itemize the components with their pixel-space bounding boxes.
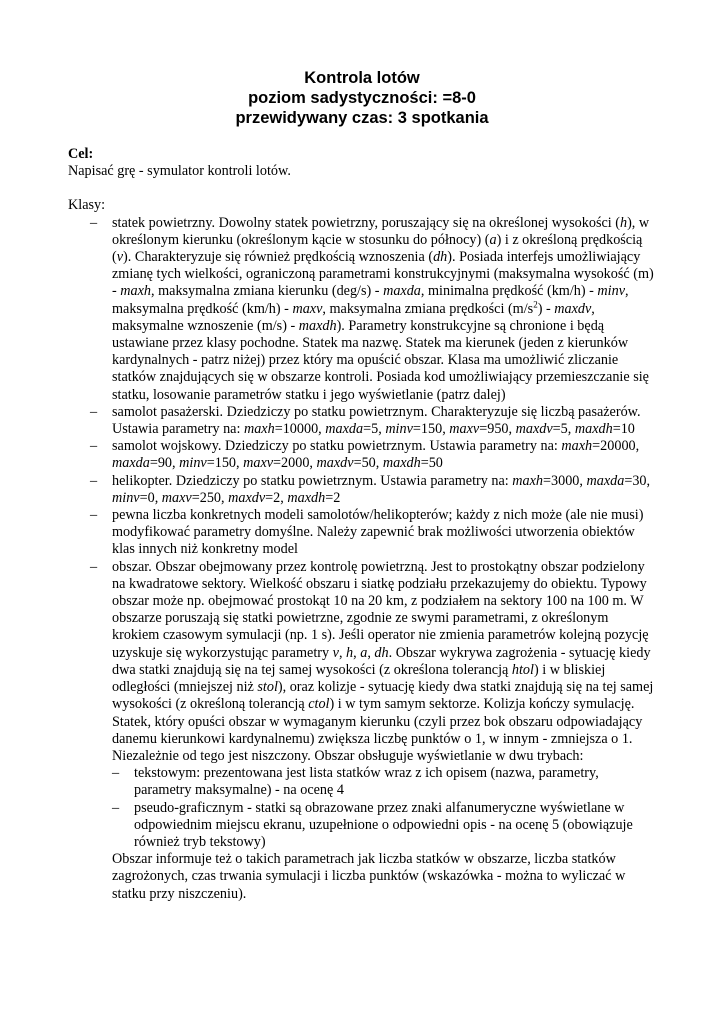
list-bullet-dash: – bbox=[90, 214, 98, 231]
class-list-item bbox=[68, 507, 658, 559]
list-bullet-dash: – bbox=[90, 472, 98, 489]
display-mode-item bbox=[112, 800, 658, 852]
class-item-text: samolot pasażerski. Dziedziczy po statku powietrznym. Charakteryzuje się liczbą pasażerów. Ustawia parametry na: maxh=10000, maxda=5, minv=150, maxv=950, maxdv=5, maxdh=10 bbox=[112, 403, 641, 438]
list-bullet-dash: – bbox=[112, 799, 120, 816]
list-bullet-dash: – bbox=[112, 765, 120, 782]
class-list-item bbox=[68, 473, 658, 507]
title-line-1: Kontrola lotów bbox=[304, 69, 420, 87]
paragraph-gap bbox=[68, 180, 658, 197]
classes-list bbox=[68, 215, 658, 903]
display-mode-item bbox=[112, 765, 658, 799]
class-list-item bbox=[68, 404, 658, 438]
class-list-item bbox=[68, 215, 658, 404]
goal-heading: Cel: bbox=[68, 146, 94, 162]
list-bullet-dash: – bbox=[90, 438, 98, 455]
area-info-text: Obszar informuje też o takich parametrach jak liczba statków w obszarze, liczba statków zagrożonych, czas trwania symulacji i liczba punktów (wskazówka - można to wyliczać w statku przy niszczeniu). bbox=[112, 851, 626, 902]
classes-heading: Klasy: bbox=[68, 197, 106, 214]
display-mode-text: tekstowym: prezentowana jest lista statków wraz z ich opisem (nazwa, parametry, parametry maksymalne) - na ocenę 4 bbox=[134, 765, 599, 799]
class-list-item bbox=[68, 559, 658, 903]
title-line-2: poziom sadystyczności: =8-0 bbox=[248, 89, 476, 107]
class-list-item bbox=[68, 438, 658, 472]
class-item-text: statek powietrzny. Dowolny statek powietrzny, poruszający się na określonej wysokości (h), w określonym kierunku (określonym kącie w stosunku do północy) (a) i z określoną prędkością (v). Charakteryzuje się również prędkością wznoszenia (dh). Posiada interfejs umożliwiający zmianę tych wielkości, ograniczoną parametrami konstrukcyjnymi (maksymalna wysokość (m) - maxh, maksymalna zmiana kierunku (deg/s) - maxda, minimalna prędkość (km/h) - minv, maksymalna prędkość (km/h) - maxv, maksymalna zmiana prędkości $(m/s^2)$ - maxdv, maksymalne wznoszenie (m/s) - maxdh). Parametry konstrukcyjne są chronione i będą ustawiane przez klasy pochodne. Statek ma nazwę. Statek ma kierunek (jeden z kierunków kardynalnych - patrz niżej) przez który ma opuścić obszar. Klasa ma umożliwić zliczanie statków znajdujących się w obszarze kontroli. Posiada kod umożliwiający przemieszczanie się statku, losowanie parametrów statku i jego wyświetlanie (patrz dalej) bbox=[112, 214, 654, 403]
list-bullet-dash: – bbox=[90, 403, 98, 420]
goal-text: Napisać grę - symulator kontroli lotów. bbox=[68, 163, 291, 180]
list-bullet-dash: – bbox=[90, 558, 98, 575]
class-item-text: samolot wojskowy. Dziedziczy po statku powietrznym. Ustawia parametry na: maxh=20000, maxda=90, minv=150, maxv=2000, maxdv=50, maxdh=50 bbox=[112, 438, 640, 472]
document-body bbox=[68, 146, 658, 903]
title-line-3: przewidywany czas: 3 spotkania bbox=[235, 109, 489, 127]
class-item-text: helikopter. Dziedziczy po statku powietrznym. Ustawia parametry na: maxh=3000, maxda=30, minv=0, maxv=250, maxdv=2, maxdh=2 bbox=[112, 472, 651, 506]
display-modes-list bbox=[112, 765, 658, 851]
list-bullet-dash: – bbox=[90, 507, 98, 524]
document-title bbox=[0, 68, 724, 128]
display-mode-text: pseudo-graficznym - statki są obrazowane przez znaki alfanumeryczne wyświetlane w odpowiednim miejscu ekranu, uzupełnione o odpowiedni opis - na ocenę 5 (obowiązuje również tryb tekstowy) bbox=[134, 799, 633, 850]
class-item-text: obszar. Obszar obejmowany przez kontrolę powietrzną. Jest to prostokątny obszar podzielony na kwadratowe sektory. Wielkość obszaru i siatkę podziału przekazujemy do obiektu. Typowy obszar może np. obejmować prostokąt 10 na 20 km, z podziałem na sektory 100 na 100 m. W obszarze poruszają się statki powietrzne, zgodnie ze swymi parametrami, z określonym krokiem czasowym symulacji (np. 1 s). Jeśli operator nie zmienia parametrów kolejną pozycję uzyskuje się wykorzystując parametry v, h, a, dh. Obszar wykrywa zagrożenia - sytuację kiedy dwa statki znajdują się na tej samej wysokości (z określona tolerancją htol) i w bliskiej odległości (mniejszej niż stol), oraz kolizje - sytuację kiedy dwa statki znajdują się na tej samej wysokości (z określoną tolerancją ctol) i w tym samym sektorze. Kolizja kończy symulację. Statek, który opuści obszar w wymaganym kierunku (czyli przez bok obszaru odpowiadający danemu kierunkowi kardynalnemu) zwiększa liczbę punktów o 1, w innym - zmniejsza o 1. Niezależnie od tego jest niszczony. Obszar obsługuje wyświetlanie w dwu trybach: bbox=[112, 558, 654, 764]
class-item-text: pewna liczba konkretnych modeli samolotów/helikopterów; każdy z nich może (ale nie musi) modyfikować parametry domyślne. Należy zapewnić brak możliwości utworzenia obiektów klas innych niż konkretny model bbox=[112, 507, 644, 558]
